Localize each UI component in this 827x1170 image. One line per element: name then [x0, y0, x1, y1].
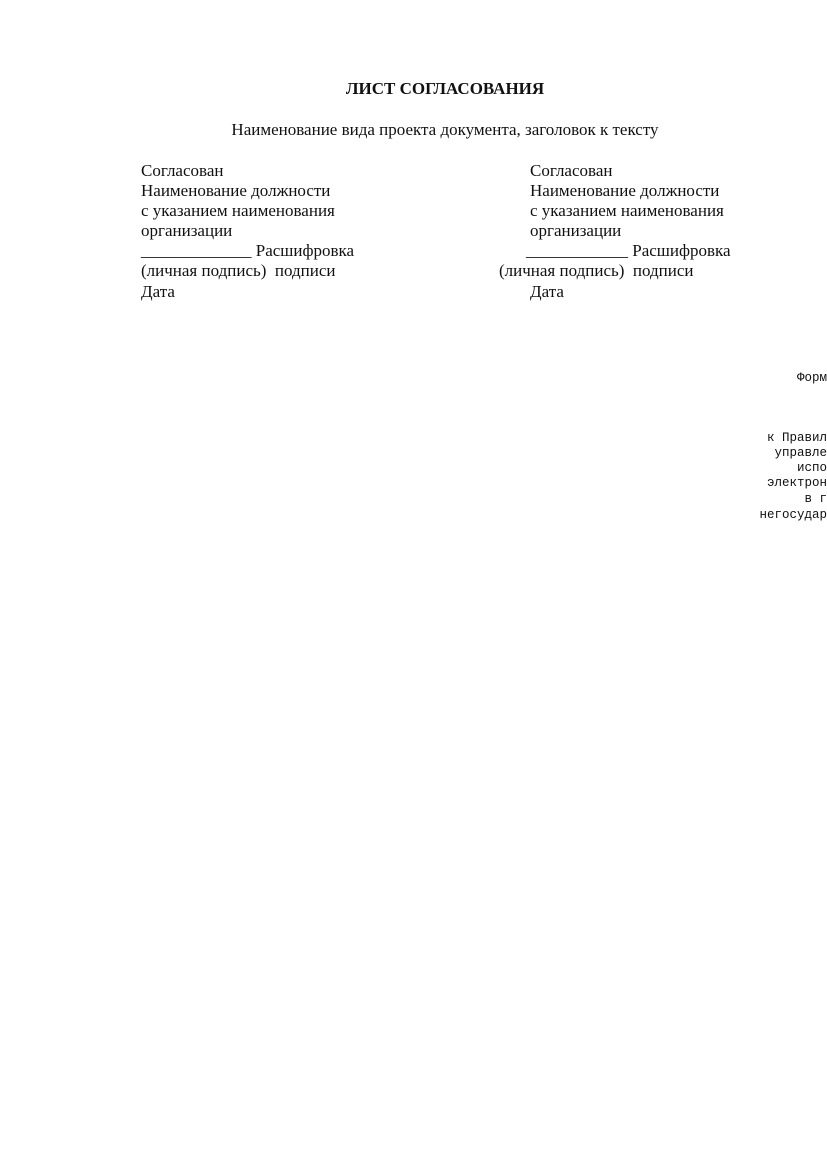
side-note-form-label: Форм: [796, 371, 827, 385]
side-note-line4: электрон: [766, 476, 827, 490]
side-note-line5: в г: [804, 492, 827, 506]
side-note-line2: управле: [774, 446, 827, 460]
side-note-line1: к Правил: [766, 431, 827, 445]
position-line3-right: организации: [530, 221, 622, 240]
document-title: ЛИСТ СОГЛАСОВАНИЯ: [345, 79, 545, 98]
approval-status-right: Согласован: [530, 161, 613, 180]
side-note-line6: негосудар: [759, 508, 827, 522]
signature-line-left: _____________ Расшифровка: [141, 241, 355, 260]
date-left: Дата: [141, 282, 175, 301]
document-subtitle: Наименование вида проекта документа, заголовок к тексту: [231, 120, 659, 139]
date-right: Дата: [530, 282, 564, 301]
position-line2-right: с указанием наименования: [530, 201, 724, 220]
approval-status-left: Согласован: [141, 161, 224, 180]
position-line3-left: организации: [141, 221, 233, 240]
signature-caption-right: (личная подпись) подписи: [499, 261, 694, 280]
position-line1-right: Наименование должности: [530, 181, 720, 200]
signature-caption-left: (личная подпись) подписи: [141, 261, 336, 280]
signature-line-right: ____________ Расшифровка: [526, 241, 731, 260]
position-line1-left: Наименование должности: [141, 181, 331, 200]
side-note-line3: испо: [796, 461, 827, 475]
position-line2-left: с указанием наименования: [141, 201, 335, 220]
